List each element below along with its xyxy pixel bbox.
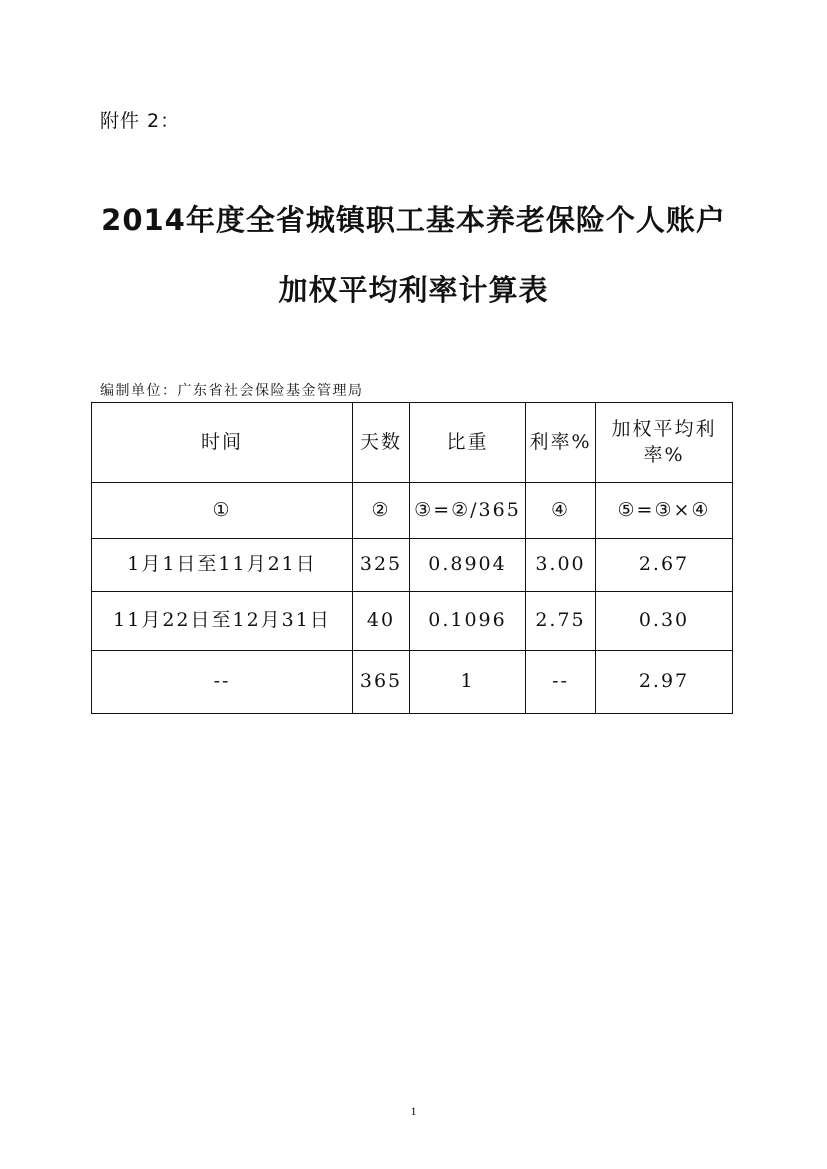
document-title-line1: 2014年度全省城镇职工基本养老保险个人账户: [101, 203, 726, 237]
table-cell: 0.1096: [410, 592, 526, 651]
table-cell: 0.8904: [410, 539, 526, 592]
table-formula-row: [92, 483, 733, 539]
table-row: [92, 592, 733, 651]
formula-cell: ③=②/365: [410, 483, 526, 539]
page-number: 1: [410, 1104, 417, 1118]
attachment-label: 附件 2：: [100, 110, 181, 132]
table-row: [92, 539, 733, 592]
table-cell: 2.75: [526, 592, 596, 651]
table-cell: 11月22日至12月31日: [92, 592, 353, 651]
table-header-row: [92, 403, 733, 483]
header-weight: 比重: [410, 403, 526, 483]
formula-cell: ④: [526, 483, 596, 539]
formula-cell: ⑤=③×④: [596, 483, 733, 539]
header-days: 天数: [353, 403, 410, 483]
table-cell: 325: [353, 539, 410, 592]
table-cell: 2.97: [596, 651, 733, 714]
formula-cell: ①: [92, 483, 353, 539]
header-rate: 利率%: [526, 403, 596, 483]
interest-rate-table: [91, 402, 733, 714]
compiling-unit: 编制单位：广东省社会保险基金管理局: [100, 383, 364, 399]
header-time: 时间: [92, 403, 353, 483]
table-cell: 0.30: [596, 592, 733, 651]
document-title-line2: 加权平均利率计算表: [278, 273, 549, 307]
table-cell: 2.67: [596, 539, 733, 592]
table-cell: 40: [353, 592, 410, 651]
table-cell: --: [92, 651, 353, 714]
table-total-row: [92, 651, 733, 714]
table-cell: 1: [410, 651, 526, 714]
formula-cell: ②: [353, 483, 410, 539]
table-cell: 3.00: [526, 539, 596, 592]
table-cell: --: [526, 651, 596, 714]
header-weighted-rate: 加权平均利率%: [596, 403, 733, 483]
table-cell: 365: [353, 651, 410, 714]
table-cell: 1月1日至11月21日: [92, 539, 353, 592]
